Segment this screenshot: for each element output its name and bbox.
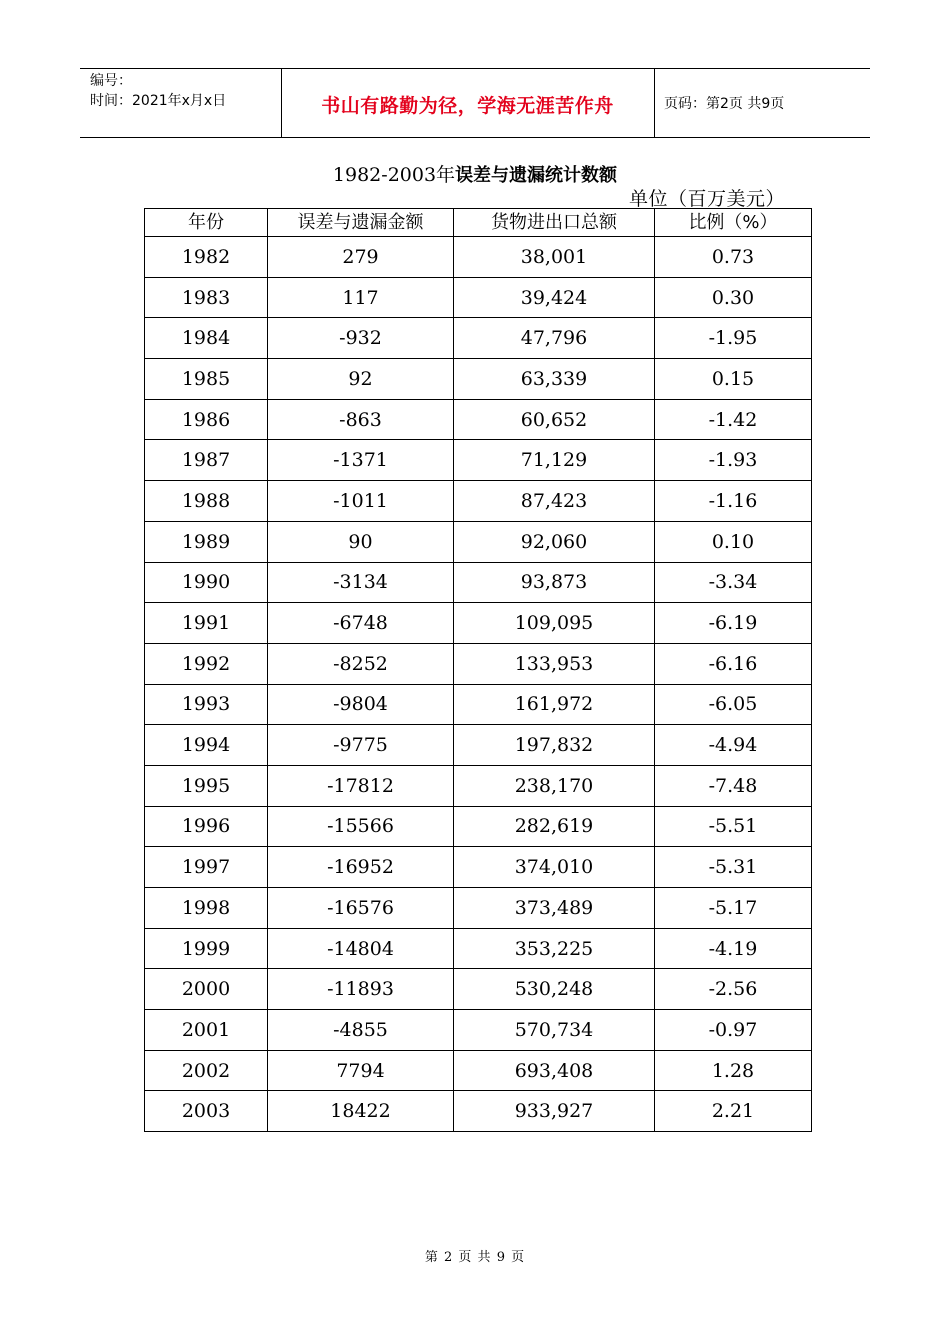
table-row xyxy=(145,603,812,644)
cell-year: 1998 xyxy=(145,888,268,929)
cell-error-amount: -4855 xyxy=(268,1010,454,1051)
table-row xyxy=(145,1091,812,1132)
table-row xyxy=(145,440,812,481)
cell-error-amount: -16576 xyxy=(268,888,454,929)
cell-trade-total: 570,734 xyxy=(454,1010,655,1051)
cell-error-amount: -6748 xyxy=(268,603,454,644)
cell-ratio: -4.94 xyxy=(655,725,812,766)
header-info xyxy=(90,71,226,111)
cell-trade-total: 161,972 xyxy=(454,684,655,725)
cell-trade-total: 63,339 xyxy=(454,359,655,400)
cell-error-amount: -9775 xyxy=(268,725,454,766)
cell-trade-total: 238,170 xyxy=(454,765,655,806)
cell-year: 1987 xyxy=(145,440,268,481)
cell-trade-total: 71,129 xyxy=(454,440,655,481)
cell-year: 1990 xyxy=(145,562,268,603)
cell-ratio: -0.97 xyxy=(655,1010,812,1051)
cell-error-amount: 7794 xyxy=(268,1050,454,1091)
cell-trade-total: 38,001 xyxy=(454,237,655,278)
table-body xyxy=(145,237,812,1132)
cell-error-amount: 18422 xyxy=(268,1091,454,1132)
cell-year: 1997 xyxy=(145,847,268,888)
cell-trade-total: 92,060 xyxy=(454,521,655,562)
column-header-ratio: 比例（%） xyxy=(655,209,812,237)
cell-ratio: -2.56 xyxy=(655,969,812,1010)
cell-trade-total: 353,225 xyxy=(454,928,655,969)
title-years: 1982-2003年 xyxy=(332,164,456,186)
document-header xyxy=(80,68,870,138)
cell-ratio: -6.19 xyxy=(655,603,812,644)
cell-trade-total: 374,010 xyxy=(454,847,655,888)
header-divider xyxy=(654,69,655,137)
table-row xyxy=(145,806,812,847)
table-row xyxy=(145,237,812,278)
cell-ratio: -1.16 xyxy=(655,481,812,522)
cell-ratio: 0.15 xyxy=(655,359,812,400)
cell-error-amount: -16952 xyxy=(268,847,454,888)
cell-year: 1993 xyxy=(145,684,268,725)
cell-error-amount: -932 xyxy=(268,318,454,359)
cell-error-amount: 92 xyxy=(268,359,454,400)
cell-ratio: 2.21 xyxy=(655,1091,812,1132)
cell-error-amount: 279 xyxy=(268,237,454,278)
cell-year: 1994 xyxy=(145,725,268,766)
table-row xyxy=(145,318,812,359)
cell-trade-total: 933,927 xyxy=(454,1091,655,1132)
statistics-table xyxy=(144,208,812,1132)
table-row xyxy=(145,725,812,766)
column-header-year: 年份 xyxy=(145,209,268,237)
page-footer: 第 2 页 共 9 页 xyxy=(424,1250,526,1265)
table-row xyxy=(145,684,812,725)
cell-error-amount: -8252 xyxy=(268,643,454,684)
cell-year: 1985 xyxy=(145,359,268,400)
cell-year: 1995 xyxy=(145,765,268,806)
cell-year: 1989 xyxy=(145,521,268,562)
cell-year: 1991 xyxy=(145,603,268,644)
cell-ratio: 0.30 xyxy=(655,277,812,318)
cell-error-amount: -1371 xyxy=(268,440,454,481)
title-text: 误差与遗漏统计数额 xyxy=(455,165,618,186)
cell-ratio: 0.10 xyxy=(655,521,812,562)
table-row xyxy=(145,765,812,806)
cell-trade-total: 197,832 xyxy=(454,725,655,766)
table-header-row xyxy=(145,209,812,237)
cell-ratio: -4.19 xyxy=(655,928,812,969)
cell-year: 1988 xyxy=(145,481,268,522)
cell-trade-total: 530,248 xyxy=(454,969,655,1010)
cell-error-amount: -14804 xyxy=(268,928,454,969)
table-row xyxy=(145,277,812,318)
cell-ratio: -1.95 xyxy=(655,318,812,359)
cell-trade-total: 282,619 xyxy=(454,806,655,847)
document-date: 时间：2021年x月x日 xyxy=(90,93,227,109)
column-header-trade-total: 货物进出口总额 xyxy=(454,209,655,237)
cell-ratio: 1.28 xyxy=(655,1050,812,1091)
table-row xyxy=(145,847,812,888)
cell-ratio: -5.17 xyxy=(655,888,812,929)
header-page-number: 页码：第2页 共9页 xyxy=(664,96,785,112)
cell-year: 2000 xyxy=(145,969,268,1010)
cell-trade-total: 39,424 xyxy=(454,277,655,318)
cell-ratio: -1.42 xyxy=(655,399,812,440)
cell-ratio: -6.05 xyxy=(655,684,812,725)
cell-ratio: -1.93 xyxy=(655,440,812,481)
cell-error-amount: -863 xyxy=(268,399,454,440)
cell-error-amount: -9804 xyxy=(268,684,454,725)
cell-year: 1983 xyxy=(145,277,268,318)
cell-ratio: -7.48 xyxy=(655,765,812,806)
cell-error-amount: -15566 xyxy=(268,806,454,847)
cell-year: 1996 xyxy=(145,806,268,847)
cell-year: 1992 xyxy=(145,643,268,684)
header-motto: 书山有路勤为径，学海无涯苦作舟 xyxy=(321,95,614,117)
cell-ratio: -6.16 xyxy=(655,643,812,684)
cell-year: 2001 xyxy=(145,1010,268,1051)
cell-year: 2002 xyxy=(145,1050,268,1091)
cell-error-amount: -1011 xyxy=(268,481,454,522)
cell-year: 1986 xyxy=(145,399,268,440)
unit-label: 单位（百万美元） xyxy=(629,188,786,210)
cell-ratio: 0.73 xyxy=(655,237,812,278)
cell-trade-total: 60,652 xyxy=(454,399,655,440)
table-row xyxy=(145,888,812,929)
cell-error-amount: 117 xyxy=(268,277,454,318)
table-row xyxy=(145,1050,812,1091)
table-row xyxy=(145,359,812,400)
cell-year: 1982 xyxy=(145,237,268,278)
table-title xyxy=(0,160,950,187)
cell-trade-total: 693,408 xyxy=(454,1050,655,1091)
cell-trade-total: 87,423 xyxy=(454,481,655,522)
table-row xyxy=(145,399,812,440)
cell-error-amount: -17812 xyxy=(268,765,454,806)
cell-year: 1999 xyxy=(145,928,268,969)
cell-error-amount: -11893 xyxy=(268,969,454,1010)
table-row xyxy=(145,521,812,562)
cell-trade-total: 133,953 xyxy=(454,643,655,684)
cell-trade-total: 93,873 xyxy=(454,562,655,603)
cell-error-amount: 90 xyxy=(268,521,454,562)
cell-ratio: -3.34 xyxy=(655,562,812,603)
table-row xyxy=(145,969,812,1010)
cell-year: 2003 xyxy=(145,1091,268,1132)
table-row xyxy=(145,481,812,522)
column-header-error-amount: 误差与遗漏金额 xyxy=(268,209,454,237)
cell-ratio: -5.31 xyxy=(655,847,812,888)
cell-trade-total: 109,095 xyxy=(454,603,655,644)
cell-year: 1984 xyxy=(145,318,268,359)
cell-ratio: -5.51 xyxy=(655,806,812,847)
cell-trade-total: 373,489 xyxy=(454,888,655,929)
table-row xyxy=(145,643,812,684)
table-row xyxy=(145,928,812,969)
document-number: 编号： xyxy=(90,73,132,89)
table-row xyxy=(145,1010,812,1051)
table-row xyxy=(145,562,812,603)
cell-error-amount: -3134 xyxy=(268,562,454,603)
cell-trade-total: 47,796 xyxy=(454,318,655,359)
